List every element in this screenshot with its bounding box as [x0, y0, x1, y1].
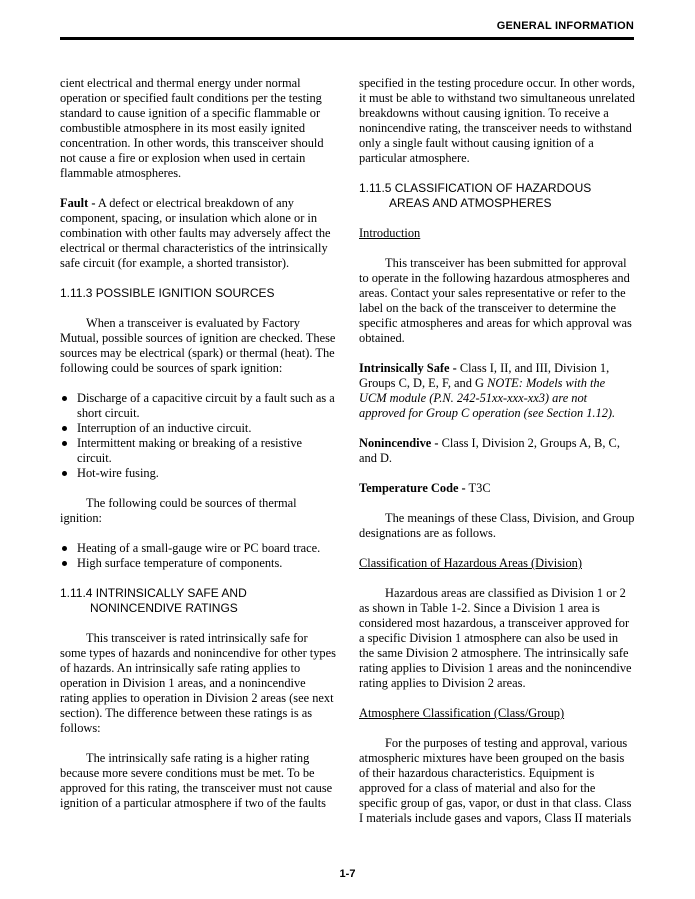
- heading-classification: [359, 181, 635, 211]
- right-column: [359, 76, 635, 826]
- thermal-intro: The following could be sources of thermal ignition:: [60, 496, 297, 525]
- meanings-paragraph: The meanings of these Class, Division, and Group designations are as follows.: [359, 511, 635, 540]
- list-item: High surface temperature of components.: [60, 556, 336, 571]
- is-note: NOTE: Models with the UCM module (P.N. 242-51xx-xxx-xx3) are not approved for Group C operation (see Section 1.12).: [359, 376, 616, 420]
- list-item: Heating of a small-gauge wire or PC board trace.: [60, 541, 336, 556]
- list-item: Intermittent making or breaking of a resistive circuit.: [60, 436, 336, 466]
- spark-sources-list: [60, 391, 336, 481]
- header-rule: [60, 37, 634, 40]
- heading-ratings: [60, 586, 336, 616]
- ratings-paragraph: This transceiver is rated intrinsically safe for some types of hazards and nonincendive for other types of hazards. An intrinsically safe rating applies to operation in Division 1 areas, and a nonincendive rating applies to operation in Division 2 areas (see next section). The difference between these ratings is as follows:: [60, 631, 336, 735]
- intrinsic-rating-paragraph: The intrinsically safe rating is a higher rating because more severe conditions must be met. To be approved for this rating, the transceiver must not cause ignition of a particular atmosphere if two of the faults: [60, 751, 333, 810]
- division-paragraph: Hazardous areas are classified as Division 1 or 2 as shown in Table 1-2. Since a Division 1 area is considered most hazardous, a transceiver approved for a specific Division 1 atmosphere can also be used in the same Division 2 atmosphere. The intrinsically safe rating applies to Division 1 areas and the nonincendive rating applies to Division 2 areas.: [359, 586, 632, 690]
- tc-term: Temperature Code -: [359, 481, 466, 495]
- tc-text: T3C: [465, 481, 491, 495]
- page-number: 1-7: [339, 868, 356, 880]
- subheading-class-group: Atmosphere Classification (Class/Group): [359, 706, 565, 720]
- heading-classification-line2: AREAS AND ATMOSPHERES: [389, 196, 552, 210]
- introduction-paragraph: This transceiver has been submitted for approval to operate in the following hazardous atmospheres and areas. Contact your sales representative or refer to the label on the back of the transceiver to determine the specific atmospheres and areas for which approval was obtained.: [359, 256, 632, 345]
- continued-paragraph: cient electrical and thermal energy under normal operation or specified fault conditions per the testing standard to cause ignition of a specific flammable or combustible atmosphere in its most easily ignited concentration. In other words, this transceiver should not cause a fire or explosion when used in certain flammable atmospheres.: [60, 76, 324, 180]
- temperature-code: [359, 481, 635, 496]
- heading-ratings-line1: 1.11.4 INTRINSICALLY SAFE AND: [60, 586, 247, 600]
- fault-text: A defect or electrical breakdown of any component, spacing, or insulation which alone or in combination with other faults may adversely affect the electrical or thermal characteristics of the intrinsically safe circuit (for example, a shorted transistor).: [60, 196, 331, 270]
- ni-term: Nonincendive -: [359, 436, 439, 450]
- heading-ignition-sources: 1.11.3 POSSIBLE IGNITION SOURCES: [60, 286, 275, 300]
- subheading-introduction: Introduction: [359, 226, 421, 240]
- is-text: Class I, II, and III, Division 1, Groups C, D, E, F, and G: [359, 361, 610, 390]
- intrinsically-safe-rating: [359, 361, 635, 421]
- heading-classification-line1: 1.11.5 CLASSIFICATION OF HAZARDOUS: [359, 181, 592, 195]
- list-item: Hot-wire fusing.: [60, 466, 336, 481]
- nonincendive-rating: [359, 436, 635, 466]
- class-group-paragraph: For the purposes of testing and approval, various atmospheric mixtures have been grouped on the basis of their hazardous characteristics. Equipment is approved for a class of material and also for the specific group of gas, vapor, or dust in that class. Class I materials include gases and vapors, Class II materials: [359, 736, 632, 825]
- running-header: GENERAL INFORMATION: [496, 20, 634, 32]
- heading-ratings-line2: NONINCENDIVE RATINGS: [90, 601, 238, 615]
- fault-term: Fault -: [60, 196, 96, 210]
- left-column: [60, 76, 336, 811]
- list-item: Interruption of an inductive circuit.: [60, 421, 336, 436]
- is-term: Intrinsically Safe -: [359, 361, 457, 375]
- ni-text: Class I, Division 2, Groups A, B, C, and D.: [359, 436, 620, 465]
- subheading-division: Classification of Hazardous Areas (Division): [359, 556, 582, 570]
- thermal-sources-list: [60, 541, 336, 571]
- fault-definition: [60, 196, 336, 271]
- list-item: Discharge of a capacitive circuit by a fault such as a short circuit.: [60, 391, 336, 421]
- ignition-intro: When a transceiver is evaluated by Factory Mutual, possible sources of ignition are checked. These sources may be electrical (spark) or thermal (heat). The following could be sources of spark ignition:: [60, 316, 336, 375]
- continued-paragraph-right: specified in the testing procedure occur. In other words, it must be able to withstand two simultaneous unrelated breakdowns without causing ignition. To receive a nonincendive rating, the transceiver needs to withstand only a single fault without causing ignition of a particular atmosphere.: [359, 76, 635, 165]
